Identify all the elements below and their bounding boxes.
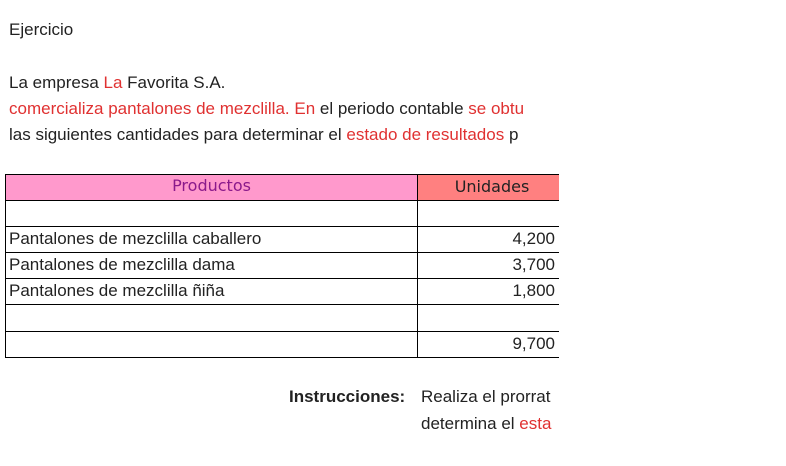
intro-line-2-c: se obtu bbox=[468, 99, 525, 118]
intro-line-2 bbox=[9, 99, 524, 119]
exercise-title: Ejercicio bbox=[9, 20, 74, 39]
intro-line-2-a: comercializa pantalones de mezclilla. En bbox=[9, 99, 316, 118]
table-row-product[interactable] bbox=[5, 304, 418, 332]
table-row-units[interactable] bbox=[417, 200, 559, 227]
table-row-product[interactable]: Pantalones de mezclilla dama bbox=[5, 252, 418, 279]
intro-line-1-b: La bbox=[103, 73, 123, 92]
intro-line-3-c: p bbox=[504, 125, 519, 144]
table-row-units-total[interactable]: 9,700 bbox=[417, 331, 559, 358]
intro-line-1-c: Favorita S.A. bbox=[122, 73, 226, 92]
intro-line-1-a: La empresa bbox=[9, 73, 104, 92]
table-row-units[interactable]: 3,700 bbox=[417, 252, 559, 279]
intro-line-3 bbox=[9, 125, 518, 145]
instructions-line-2-b: esta bbox=[519, 414, 552, 433]
intro-line-1 bbox=[9, 73, 225, 93]
table-row-product[interactable] bbox=[5, 200, 418, 227]
table-row-product[interactable]: Pantalones de mezclilla caballero bbox=[5, 226, 418, 253]
header-units[interactable]: Unidades bbox=[417, 174, 559, 201]
instructions-line-2-a: determina el bbox=[421, 414, 520, 433]
instructions-line-1: Realiza el prorrat bbox=[421, 387, 551, 406]
intro-line-2-b: el periodo contable bbox=[315, 99, 469, 118]
intro-line-3-a: las siguientes cantidades para determinar el bbox=[9, 125, 347, 144]
table-row-units[interactable]: 1,800 bbox=[417, 278, 559, 305]
table-row-units[interactable] bbox=[417, 304, 559, 332]
instructions-label: Instrucciones: bbox=[289, 387, 406, 406]
table-row-units[interactable]: 4,200 bbox=[417, 226, 559, 253]
instructions-line-2 bbox=[421, 414, 551, 434]
table-row-product[interactable]: Pantalones de mezclilla ñiña bbox=[5, 278, 418, 305]
intro-line-3-b: estado de resultados bbox=[346, 125, 505, 144]
table-row-product[interactable] bbox=[5, 331, 418, 358]
header-products[interactable]: Productos bbox=[5, 174, 418, 201]
